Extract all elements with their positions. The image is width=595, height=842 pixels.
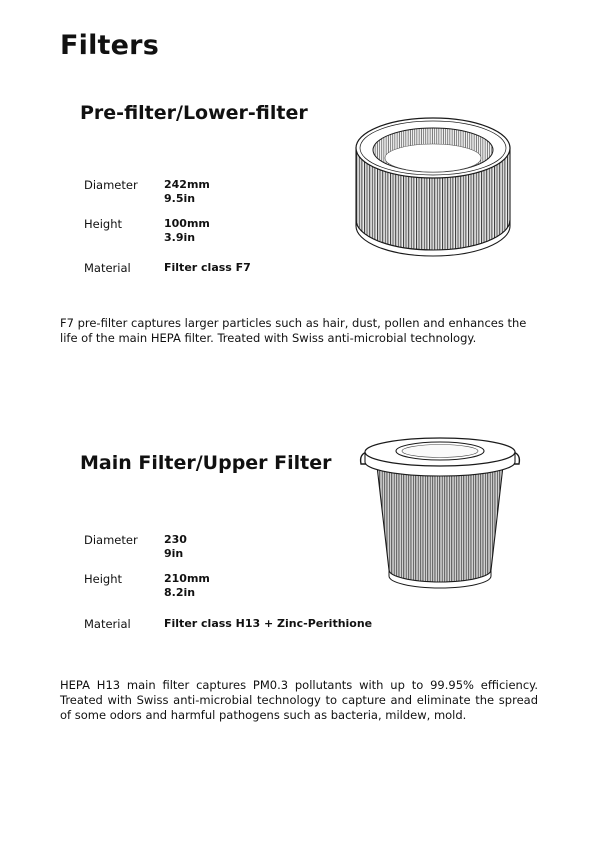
- main-filter-diameter-label: Diameter: [84, 533, 138, 547]
- main-filter-material-text: Filter class H13 + Zinc-Perithione: [164, 617, 373, 630]
- main-filter-diameter-value: [164, 533, 187, 561]
- prefilter-material-value: [164, 261, 251, 275]
- cylindrical-prefilter-icon: [348, 108, 518, 258]
- prefilter-title: Pre-filter/Lower-filter: [80, 102, 308, 124]
- main-filter-material-label: Material: [84, 617, 131, 631]
- main-filter-height-value: [164, 572, 210, 600]
- main-filter-material-value: [164, 617, 372, 631]
- prefilter-height-label: Height: [84, 217, 123, 231]
- prefilter-diameter-label: Diameter: [84, 178, 138, 192]
- main-filter-diameter-in: 9in: [164, 547, 184, 560]
- prefilter-height-in: 3.9in: [164, 231, 196, 244]
- main-filter-height-mm: 210mm: [164, 572, 210, 585]
- page-title: Filters: [60, 30, 159, 61]
- prefilter-material-text: Filter class F7: [164, 261, 251, 274]
- prefilter-height-mm: 100mm: [164, 217, 210, 230]
- prefilter-description: F7 pre-filter captures larger particles such as hair, dust, pollen and enhances the life of the main HEPA filter. Treated with Swiss anti-microbial technology.: [60, 316, 527, 345]
- prefilter-material-label: Material: [84, 261, 131, 275]
- hepa-main-filter-icon: [355, 430, 525, 590]
- main-filter-height-label: Height: [84, 572, 123, 586]
- main-filter-diameter-mm: 230: [164, 533, 187, 546]
- prefilter-diameter-value: [164, 178, 210, 206]
- prefilter-diameter-mm: 242mm: [164, 178, 210, 191]
- prefilter-height-value: [164, 217, 210, 245]
- main-filter-description: HEPA H13 main filter captures PM0.3 pollutants with up to 99.95% efficiency. Treated with Swiss anti-microbial technology to capture and eliminate the spread of some odors and harmful pathogens such as bacteria, mildew, mold.: [60, 678, 538, 722]
- main-filter-height-in: 8.2in: [164, 586, 196, 599]
- prefilter-diameter-in: 9.5in: [164, 192, 196, 205]
- main-filter-title: Main Filter/Upper Filter: [80, 452, 332, 474]
